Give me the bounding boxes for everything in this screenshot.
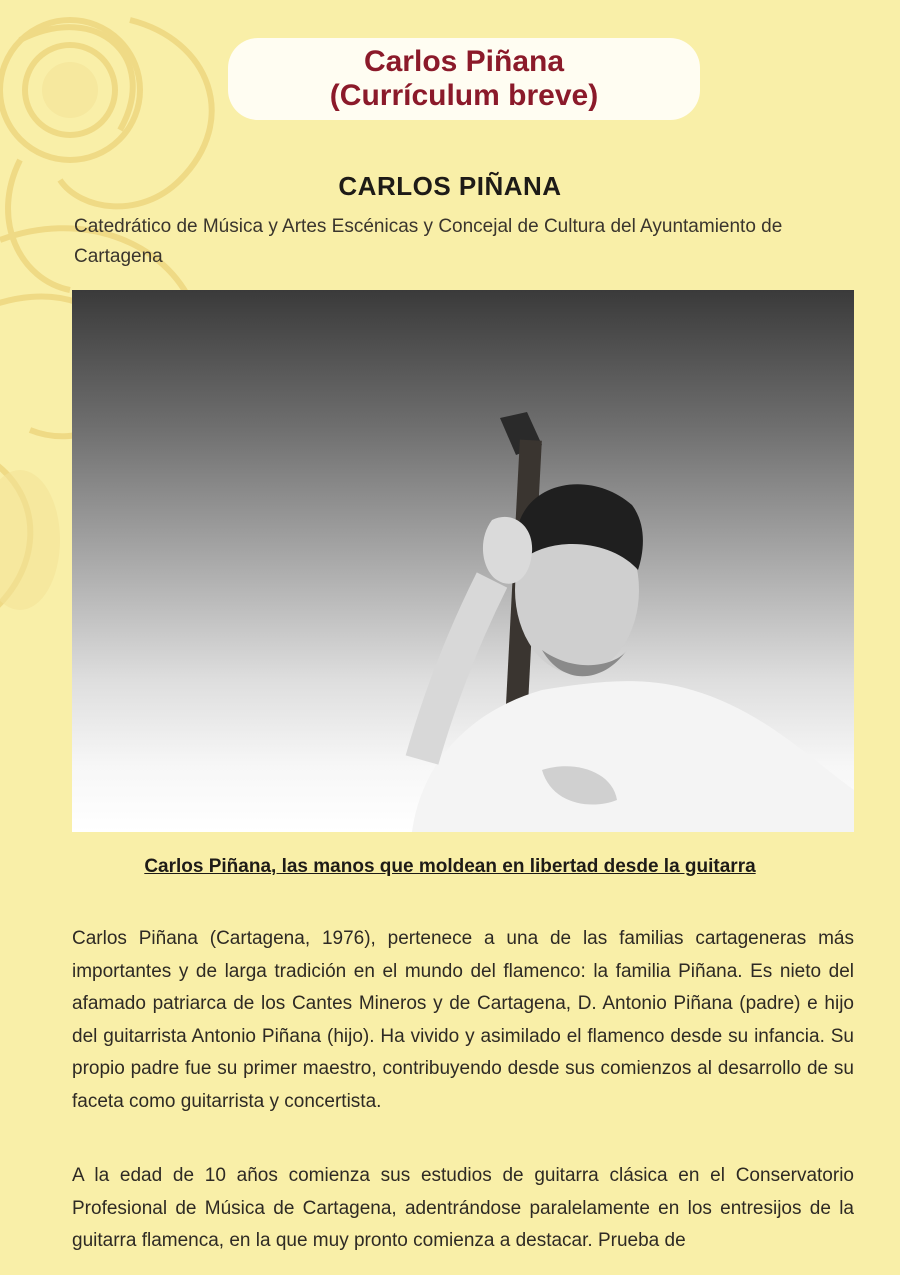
document-title: Carlos Piñana bbox=[363, 45, 565, 78]
guitarist-photo bbox=[72, 290, 854, 832]
document-subtitle: (Currículum breve) bbox=[329, 79, 599, 112]
body-paragraph: A la edad de 10 años comienza sus estudios de guitarra clásica en el Conservatorio Profesional de Música de Cartagena, adentrándose paralelamente en los entresijos de la guitarra flamenca, en la que muy pronto comienza a destacar. Prueba de bbox=[72, 1165, 854, 1251]
photo-caption: Carlos Piñana, las manos que moldean en libertad desde la guitarra bbox=[144, 856, 756, 877]
person-name-heading: CARLOS PIÑANA bbox=[338, 171, 562, 201]
person-position: Catedrático de Música y Artes Escénicas y Concejal de Cultura del Ayuntamiento de Cartagena bbox=[74, 216, 783, 267]
title-banner bbox=[228, 38, 700, 120]
guitarist-photo-icon bbox=[72, 290, 854, 832]
body-paragraph: Carlos Piñana (Cartagena, 1976), pertenece a una de las familias cartageneras más importantes y de larga tradición en el mundo del flamenco: la familia Piñana. Es nieto del afamado patriarca de los Cantes Mineros y de Cartagena, D. Antonio Piñana (padre) e hijo del guitarrista Antonio Piñana (hijo). Ha vivido y asimilado el flamenco desde su infancia. Su propio padre fue su primer maestro, contribuyendo desde sus comienzos al desarrollo de su faceta como guitarrista y concertista. bbox=[72, 928, 854, 1112]
